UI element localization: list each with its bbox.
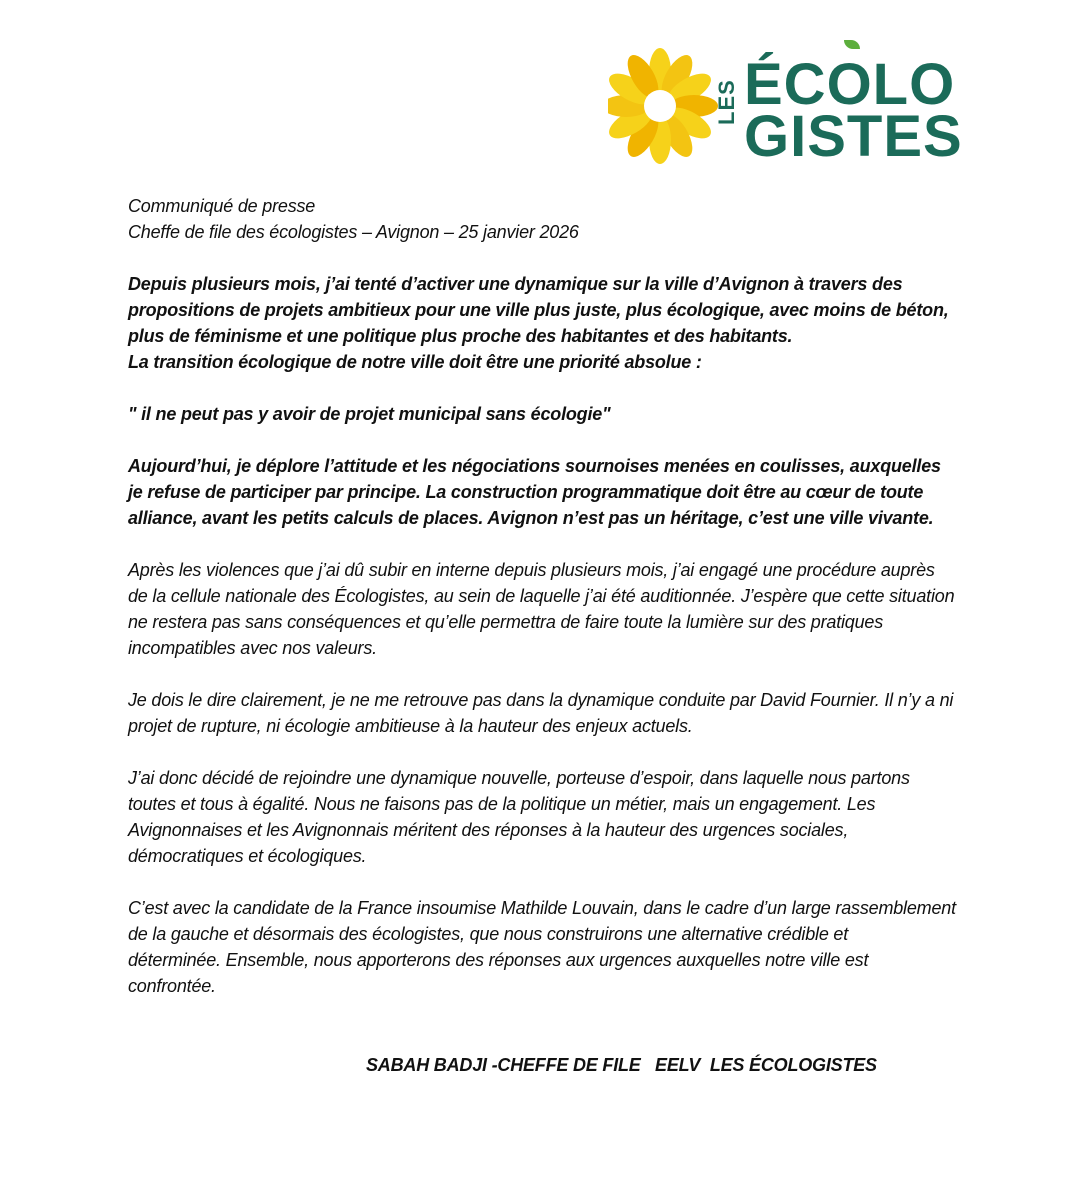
leaf-icon (844, 40, 860, 49)
paragraph-negotiations: Aujourd’hui, je déplore l’attitude et les négociations sournoises menées en coulisses, auxquelles je refuse de participer par principe. La construction programmatique doit être au cœur de toute alliance, avant les petits calculs de places. Avignon n’est pas un héritage, c’est une ville vivante. (128, 456, 941, 528)
header-line-1: Communiqué de presse (128, 196, 316, 216)
logo-les-text: LES (714, 79, 739, 125)
paragraph-intro: Depuis plusieurs mois, j’ai tenté d’activer une dynamique sur la ville d’Avignon à travers des propositions de projets ambitieux pour une ville plus juste, plus écologique, avec moins de béton, plus de féminisme et une politique plus proche des habitantes et des habitants. (128, 274, 949, 346)
paragraph-dynamic: Je dois le dire clairement, je ne me retrouve pas dans la dynamique conduite par David Fournier. Il n’y a ni projet de rupture, ni écologie ambitieuse à la hauteur des enjeux actuels. (128, 690, 954, 736)
sunflower-icon (608, 38, 718, 168)
paragraph-procedure: Après les violences que j’ai dû subir en interne depuis plusieurs mois, j’ai engagé une procédure auprès de la cellule nationale des Écologistes, au sein de laquelle j’ai été auditionnée. J’espère que cette situation ne restera pas sans conséquences et qu’elle permettra de faire toute la lumière sur des pratiques incompatibles avec nos valeurs. (128, 560, 955, 658)
paragraph-alliance-a: C’est avec la candidate de la France insoumise Mathilde Louvain, dans le cadre d’un large rassemblement de la gauche et désormais des écologistes, que nous construirons une alternative crédible et (128, 898, 956, 944)
press-release-body (128, 193, 958, 999)
paragraph-new-dynamic: J’ai donc décidé de rejoindre une dynamique nouvelle, porteuse d’espoir, dans laquelle nous partons toutes et tous à égalité. Nous ne faisons pas de la politique un métier, mais un engagement. Les Avignonnaises et les Avignonnais méritent des réponses à la hauteur des urgences sociales, démocratiques et écologiques. (128, 768, 910, 866)
paragraph-priority: La transition écologique de notre ville doit être une priorité absolue : (128, 352, 702, 372)
paragraph-alliance-b: déterminée. Ensemble, nous apporterons des réponses aux urgences auxquelles notre ville est confrontée. (128, 950, 869, 996)
les-ecologistes-logo (608, 38, 963, 169)
quote: " il ne peut pas y avoir de projet municipal sans écologie" (128, 404, 611, 424)
signature: SABAH BADJI -CHEFFE DE FILE EELV LES ÉCOLOGISTES (366, 1055, 877, 1075)
header-line-2: Cheffe de file des écologistes – Avignon – 25 janvier 2026 (128, 222, 579, 242)
logo-line-1: ÉCOLO (744, 52, 956, 117)
logo-line-2: GISTES (744, 104, 963, 169)
logo-wordmark (714, 38, 963, 169)
intro-block (128, 271, 958, 531)
